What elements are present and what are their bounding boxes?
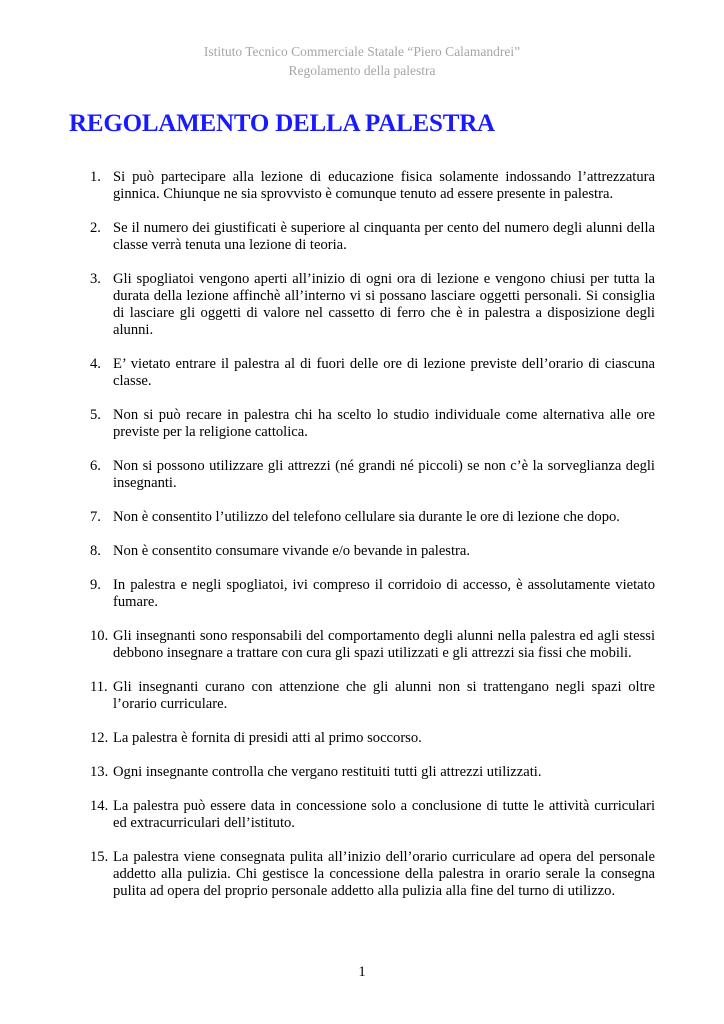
page-header — [0, 42, 724, 80]
document-title: REGOLAMENTO DELLA PALESTRA — [69, 110, 495, 137]
rules-list — [0, 169, 724, 917]
rule-text: La palestra è fornita di presidi atti al primo soccorso. — [113, 730, 422, 746]
rule-item — [0, 628, 724, 662]
rule-item — [0, 458, 724, 492]
rule-text: Non è consentito consumare vivande e/o bevande in palestra. — [113, 543, 471, 559]
rule-text: Gli insegnanti curano con attenzione che gli alunni non si trattengano negli spazi oltre l’orario curriculare. — [113, 679, 655, 712]
header-document-name: Regolamento della palestra — [288, 63, 436, 78]
rule-number: 13. — [90, 764, 109, 780]
rule-item — [0, 577, 724, 611]
rule-number: 3. — [90, 271, 101, 287]
rule-number: 2. — [90, 220, 101, 236]
rule-number: 5. — [90, 407, 101, 423]
rule-text: Gli insegnanti sono responsabili del comportamento degli alunni nella palestra ed agli stessi debbono insegnare a trattare con cura gli spazi utilizzati e gli attrezzi sia fissi che mobili. — [113, 628, 655, 661]
rule-number: 11. — [90, 679, 108, 695]
rule-number: 12. — [90, 730, 109, 746]
rule-item — [0, 798, 724, 832]
rule-item — [0, 169, 724, 203]
rule-item — [0, 764, 724, 781]
rule-text: E’ vietato entrare il palestra al di fuori delle ore di lezione previste dell’orario di ciascuna classe. — [113, 356, 655, 389]
rule-number: 7. — [90, 509, 101, 525]
rule-number: 9. — [90, 577, 101, 593]
rule-text: La palestra può essere data in concessione solo a conclusione di tutte le attività curriculari ed extracurriculari dell’istituto. — [113, 798, 655, 831]
rule-number: 4. — [90, 356, 101, 372]
rule-number: 6. — [90, 458, 101, 474]
rule-number: 8. — [90, 543, 101, 559]
rule-number: 15. — [90, 849, 109, 865]
rule-text: Non si possono utilizzare gli attrezzi (né grandi né piccoli) se non c’è la sorveglianza degli insegnanti. — [113, 458, 655, 491]
rule-text: In palestra e negli spogliatoi, ivi compreso il corridoio di accesso, è assolutamente vietato fumare. — [113, 577, 655, 610]
rule-text: Gli spogliatoi vengono aperti all’inizio di ogni ora di lezione e vengono chiusi per tutta la durata della lezione affinchè all’interno vi si possano lasciare oggetti personali. Si consiglia di lasciare gli oggetti di valore nel cassetto di ferro che è in palestra a disposizione degli alunni. — [113, 271, 655, 338]
rule-item — [0, 509, 724, 526]
rule-text: Non è consentito l’utilizzo del telefono cellulare sia durante le ore di lezione che dopo. — [113, 509, 620, 525]
rule-item — [0, 849, 724, 900]
rule-text: Se il numero dei giustificati è superiore al cinquanta per cento del numero degli alunni della classe verrà tenuta una lezione di teoria. — [113, 220, 655, 253]
page-number: 1 — [358, 964, 366, 980]
rule-text: La palestra viene consegnata pulita all’inizio dell’orario curriculare ad opera del personale addetto alla pulizia. Chi gestisce la concessione della palestra in orario serale la consegna pulita ad opera del proprio personale addetto alla pulizia alla fine del turno di utilizzo. — [113, 849, 655, 899]
rule-item — [0, 543, 724, 560]
rule-item — [0, 271, 724, 339]
rule-text: Ogni insegnante controlla che vergano restituiti tutti gli attrezzi utilizzati. — [113, 764, 542, 780]
rule-text: Non si può recare in palestra chi ha scelto lo studio individuale come alternativa alle ore previste per la religione cattolica. — [113, 407, 655, 440]
rule-number: 14. — [90, 798, 109, 814]
rule-text: Si può partecipare alla lezione di educazione fisica solamente indossando l’attrezzatura ginnica. Chiunque ne sia sprovvisto è comunque tenuto ad essere presente in palestra. — [113, 169, 655, 202]
rule-number: 10. — [90, 628, 109, 644]
rule-item — [0, 220, 724, 254]
header-school-name: Istituto Tecnico Commerciale Statale “Piero Calamandrei” — [203, 44, 521, 59]
rule-item — [0, 356, 724, 390]
rule-item — [0, 679, 724, 713]
rule-item — [0, 730, 724, 747]
rule-item — [0, 407, 724, 441]
rule-number: 1. — [90, 169, 101, 185]
